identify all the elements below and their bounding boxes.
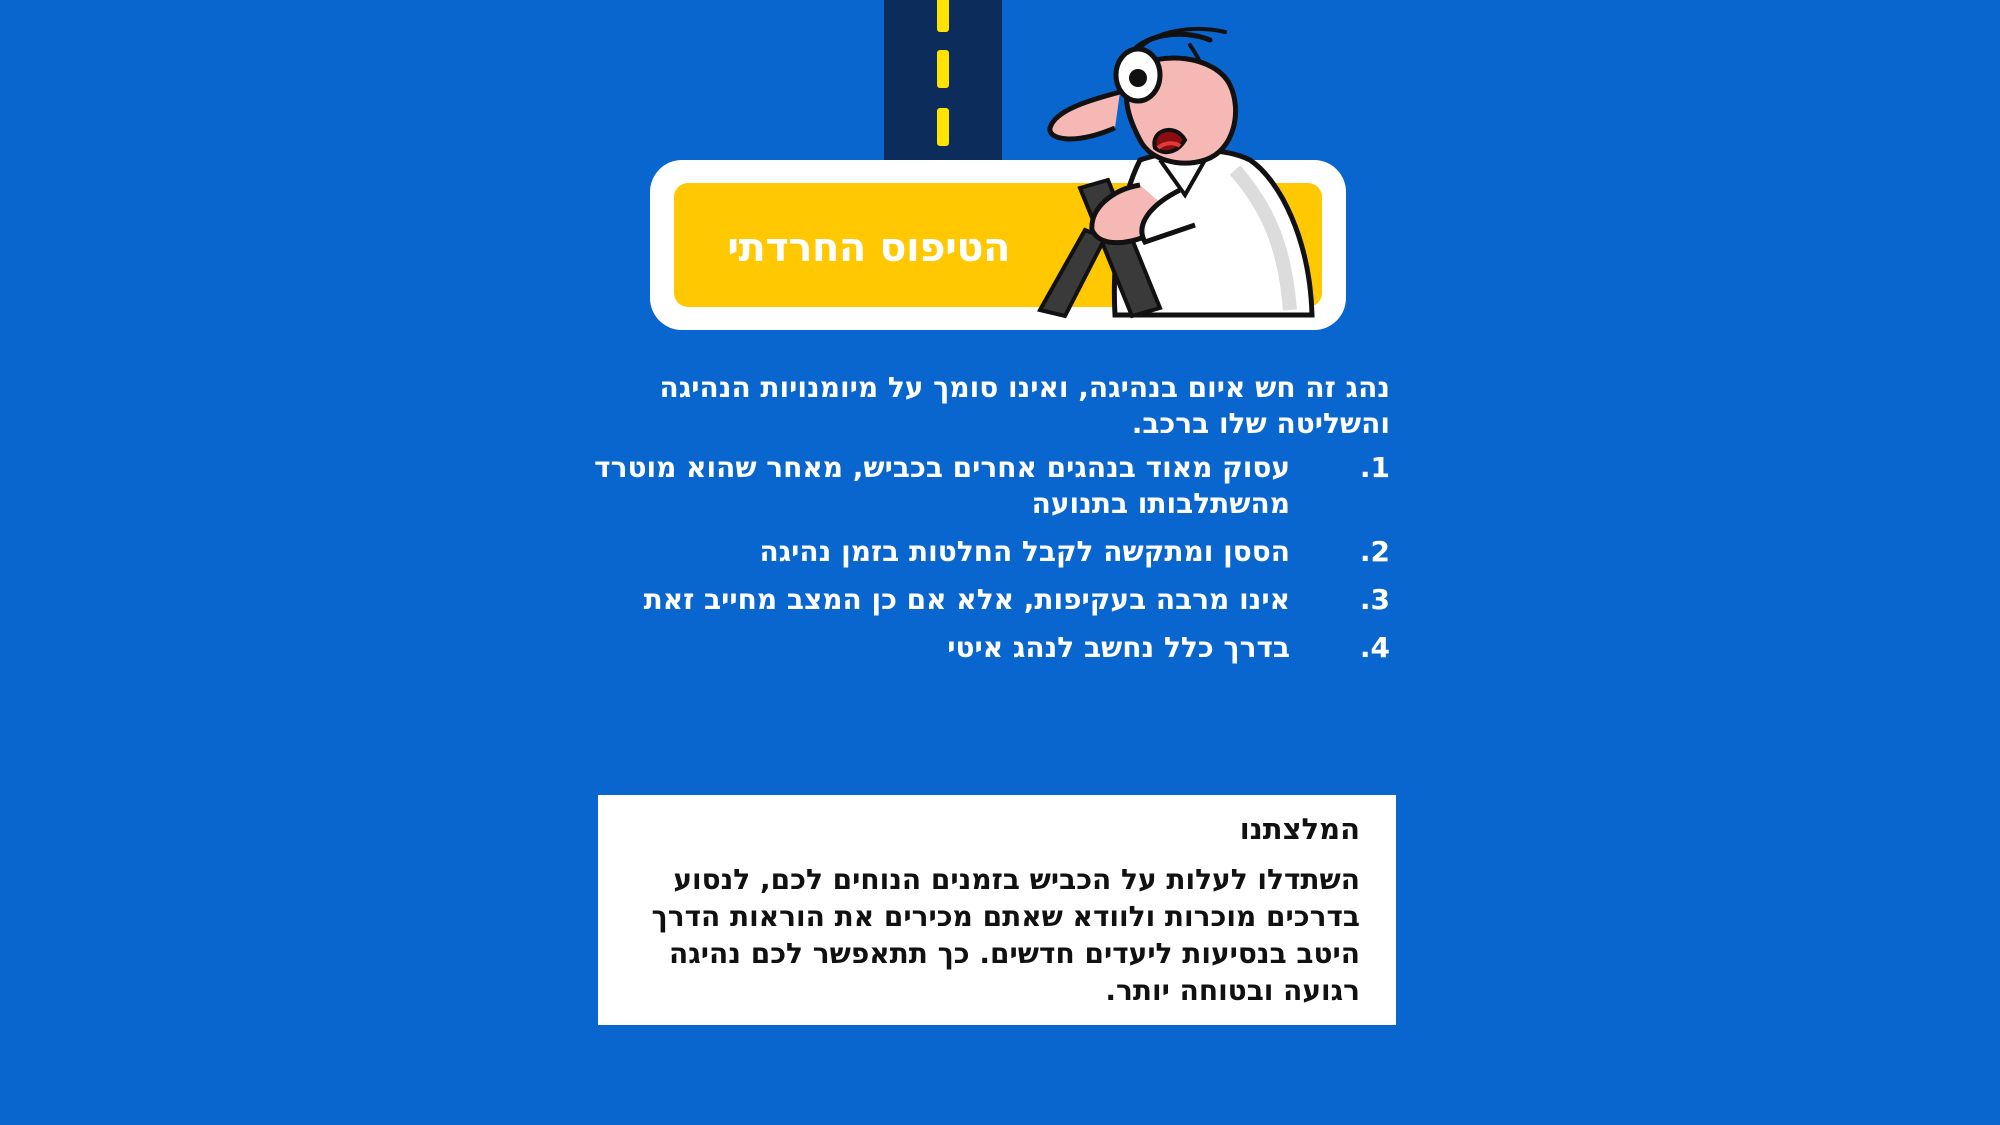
road-illustration xyxy=(884,0,1002,165)
recommendation-box xyxy=(598,795,1396,1025)
road-lane-marking xyxy=(937,108,949,146)
road-lane-marking xyxy=(937,0,949,32)
list-item xyxy=(580,534,1390,570)
page-title: הטיפוס החרדתי xyxy=(727,225,1010,271)
list-number: 3. xyxy=(1359,583,1390,616)
list-item xyxy=(580,630,1390,666)
list-number: 4. xyxy=(1359,631,1390,664)
description-intro: נהג זה חש איום בנהיגה, ואינו סומך על מיומנויות הנהיגה והשליטה שלו ברכב. xyxy=(659,371,1390,440)
list-text: בדרך כלל נחשב לנהג איטי xyxy=(947,631,1290,664)
description xyxy=(580,370,1390,678)
list-item xyxy=(580,450,1390,522)
anxious-driver-illustration xyxy=(1020,10,1350,330)
road-lane-marking xyxy=(937,50,949,88)
list-item xyxy=(580,582,1390,618)
list-number: 1. xyxy=(1359,451,1390,484)
list-text: עסוק מאוד בנהגים אחרים בכביש, מאחר שהוא מוטרד מהשתלבותו בתנועה xyxy=(594,451,1290,520)
recommendation-title: המלצתנו xyxy=(1239,812,1360,846)
list-number: 2. xyxy=(1359,535,1390,568)
recommendation-text: השתדלו לעלות על הכביש בזמנים הנוחים לכם, לנסוע בדרכים מוכרות ולוודא שאתם מכירים את הוראות הדרך היטב בנסיעות ליעדים חדשים. כך תתאפשר לכם נהיגה רגועה ובטוחה יותר. xyxy=(651,863,1360,1007)
list-text: אינו מרבה בעקיפות, אלא אם כן המצב מחייב זאת xyxy=(643,583,1290,616)
list-text: הססן ומתקשה לקבל החלטות בזמן נהיגה xyxy=(759,535,1290,568)
